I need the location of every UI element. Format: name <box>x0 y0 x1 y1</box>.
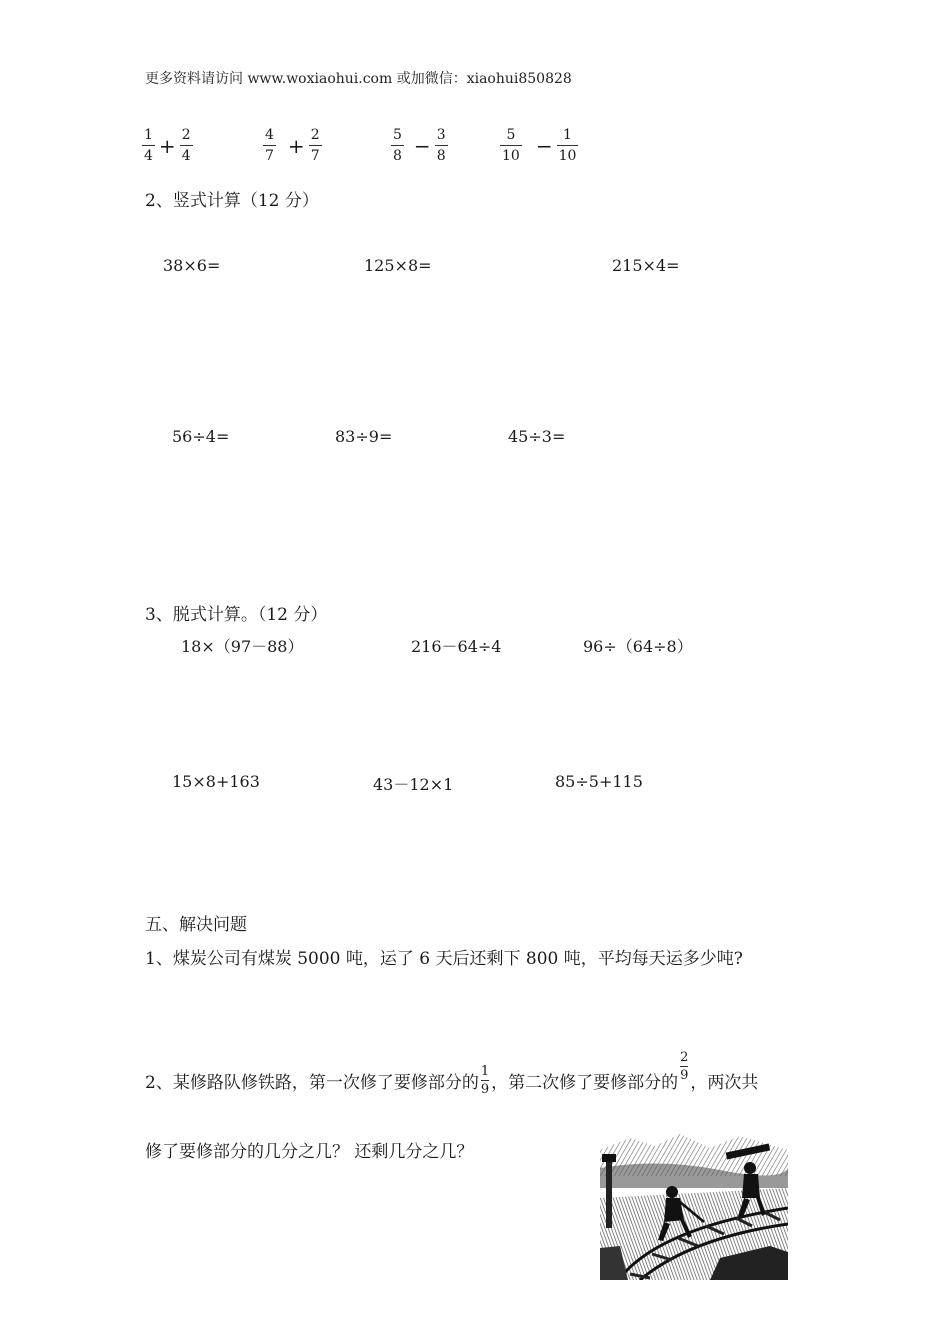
fraction: $\frac{5}{10}$ <box>502 127 520 164</box>
word-problem-text: ，两次共 <box>690 1072 759 1093</box>
fraction: $\frac{1}{9}$ <box>480 1063 490 1097</box>
vertical-calc-problem: 125×8= <box>364 256 432 275</box>
railway-workers-illustration <box>600 1128 788 1280</box>
section-title: 3、脱式计算。（12 分） <box>145 605 328 625</box>
fraction-problem-4 <box>500 128 578 163</box>
operator: + <box>287 133 305 158</box>
page-header: 更多资料请访问 www.woxiaohui.com 或加微信：xiaohui850828 <box>145 71 572 87</box>
vertical-calc-problem: 83÷9= <box>335 427 393 446</box>
vertical-calc-problem: 45÷3= <box>508 427 566 446</box>
step-calc-problem: 15×8+163 <box>172 772 260 791</box>
word-problem-text: 2、某修路队修铁路，第一次修了要修部分的 <box>145 1072 479 1093</box>
fraction-problem-1 <box>142 128 193 163</box>
word-problem-1: 1、煤炭公司有煤炭 5000 吨，运了 6 天后还剩下 800 吨，平均每天运多少吨? <box>145 949 743 969</box>
operator: + <box>158 133 176 158</box>
fraction: $\frac{3}{8}$ <box>436 127 446 164</box>
fraction: $\frac{2}{4}$ <box>181 127 191 164</box>
fraction: $\frac{1}{4}$ <box>144 127 153 164</box>
fraction: $\frac{5}{8}$ <box>393 127 402 164</box>
step-calc-problem: 18×（97－88） <box>181 637 304 656</box>
operator: − <box>535 133 553 158</box>
step-calc-problem: 216－64÷4 <box>411 637 502 656</box>
fraction: $\frac{4}{7}$ <box>265 127 274 164</box>
step-calc-problem: 85÷5+115 <box>555 772 643 791</box>
word-problem-2-line2: 修了要修部分的几分之几？ 还剩几分之几？ <box>145 1142 474 1162</box>
vertical-calc-problem: 56÷4= <box>172 427 230 446</box>
vertical-calc-problem: 215×4= <box>612 256 680 275</box>
word-problem-2-line1 <box>145 1049 759 1108</box>
section-title: 2、竖式计算（12 分） <box>145 191 319 211</box>
fraction-problem-2 <box>263 128 322 163</box>
fraction-problem-3 <box>391 128 448 163</box>
fraction: $\frac{1}{10}$ <box>558 127 577 164</box>
fraction: $\frac{2}{9}$ <box>680 1049 689 1083</box>
section-title: 五、解决问题 <box>145 915 247 935</box>
operator: − <box>413 133 431 158</box>
step-calc-problem: 43－12×1 <box>373 775 454 794</box>
fraction: $\frac{2}{7}$ <box>310 127 320 164</box>
step-calc-problem: 96÷（64÷8） <box>583 637 693 656</box>
vertical-calc-problem: 38×6= <box>163 256 221 275</box>
word-problem-text: ，第二次修了要修部分的 <box>491 1072 679 1093</box>
